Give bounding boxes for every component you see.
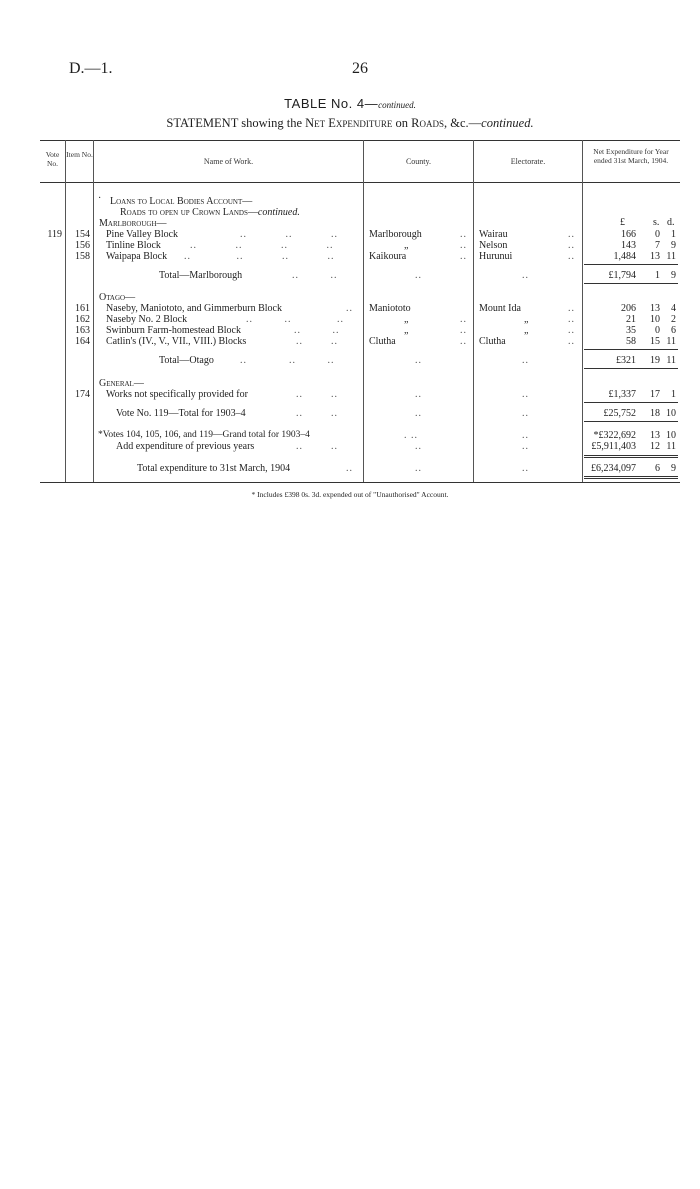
work-name: Naseby No. 2 Block bbox=[106, 314, 188, 325]
column-divider-name bbox=[363, 140, 364, 482]
leader-dots: .. bbox=[346, 303, 353, 314]
leader-dots: .. bbox=[568, 336, 575, 347]
amount-shillings: 0 bbox=[655, 325, 660, 336]
county-ditto: „ bbox=[404, 240, 409, 251]
footnote: * Includes £398 0s. 3d. expended out of "Unauthorised" Account. bbox=[251, 490, 449, 499]
page-reference: D.—1. bbox=[69, 60, 113, 77]
statement-mid: on bbox=[395, 116, 409, 130]
section-roads-continued: continued. bbox=[257, 207, 300, 218]
header-county: County. bbox=[405, 157, 432, 166]
amount-pence: 1 bbox=[671, 389, 676, 400]
statement-roads: Roads, bbox=[411, 116, 448, 130]
amount-shillings: 0 bbox=[655, 229, 660, 240]
leader-dots: .. bbox=[460, 325, 467, 336]
leader-dots: .. bbox=[346, 463, 353, 474]
leader-dots: .. bbox=[415, 355, 422, 366]
vote-number: 119 bbox=[47, 229, 62, 240]
leader-dots: .. bbox=[415, 389, 422, 400]
header-vote: Vote No. bbox=[45, 150, 60, 168]
column-divider-electorate bbox=[582, 140, 583, 482]
table-title-continued: continued. bbox=[378, 100, 416, 110]
amount-pounds: £5,911,403 bbox=[591, 441, 636, 452]
amount-pounds: £1,337 bbox=[608, 389, 636, 400]
item-number: 161 bbox=[75, 303, 90, 314]
leader-dots: .. bbox=[415, 463, 422, 474]
vote-total-label: Vote No. 119—Total for 1903–4 bbox=[116, 408, 246, 419]
county-value: Maniototo bbox=[369, 303, 411, 314]
section-marlborough: Marlborough— bbox=[99, 218, 167, 229]
amount-pence: 9 bbox=[671, 270, 676, 281]
section-otago: Otago— bbox=[99, 292, 136, 303]
electorate-value: Clutha bbox=[479, 336, 506, 347]
total-rule bbox=[584, 478, 678, 479]
amount-shillings: 15 bbox=[650, 336, 660, 347]
amount-shillings: 1 bbox=[655, 270, 660, 281]
county-value: Kaikoura bbox=[369, 251, 407, 262]
header-electorate: Electorate. bbox=[510, 157, 546, 166]
leader-dots: .. .. bbox=[296, 408, 338, 419]
table-top-rule bbox=[40, 140, 680, 141]
statement-heading bbox=[0, 116, 700, 131]
electorate-value: Nelson bbox=[479, 240, 508, 251]
column-divider-item bbox=[93, 140, 94, 482]
leader-dots: .. bbox=[460, 240, 467, 251]
item-number: 174 bbox=[75, 389, 90, 400]
item-number: 158 bbox=[75, 251, 90, 262]
leader-dots: .. bbox=[522, 408, 529, 419]
subtotal-rule bbox=[584, 421, 678, 422]
electorate-value: Wairau bbox=[479, 229, 508, 240]
leader-dots: .. .. bbox=[296, 389, 338, 400]
bullet-mark: · bbox=[98, 193, 102, 204]
amount-pounds: *£322,692 bbox=[593, 430, 636, 441]
item-number: 156 bbox=[75, 240, 90, 251]
amount-pounds: 143 bbox=[621, 240, 636, 251]
leader-dots: .. .. .. .. bbox=[190, 240, 334, 251]
item-number: 162 bbox=[75, 314, 90, 325]
subtotal-rule bbox=[584, 455, 678, 456]
amount-shillings: 10 bbox=[650, 314, 660, 325]
leader-dots: .. bbox=[568, 325, 575, 336]
subtotal-rule bbox=[584, 457, 678, 458]
amount-pence: 11 bbox=[666, 251, 676, 262]
amount-pence: 1 bbox=[671, 229, 676, 240]
grand-total-label: *Votes 104, 105, 106, and 119—Grand total for 1903–4 bbox=[98, 430, 310, 440]
leader-dots: .. .. bbox=[292, 270, 338, 281]
leader-dots: .. bbox=[522, 355, 529, 366]
leader-dots: .. .. .. bbox=[240, 355, 335, 366]
statement-post: &c.— bbox=[450, 116, 482, 130]
amount-pence: 2 bbox=[671, 314, 676, 325]
leader-dots: .. .. bbox=[294, 325, 340, 336]
work-name: Catlin's (IV., V., VII., VIII.) Blocks bbox=[106, 336, 247, 347]
item-number: 164 bbox=[75, 336, 90, 347]
amount-pounds: 206 bbox=[621, 303, 636, 314]
leader-dots: .. bbox=[568, 229, 575, 240]
amount-shillings: 12 bbox=[650, 441, 660, 452]
electorate-value: Mount Ida bbox=[479, 303, 521, 314]
leader-dots: .. bbox=[460, 229, 467, 240]
leader-dots: .. bbox=[568, 240, 575, 251]
leader-dots: .. .. .. bbox=[246, 314, 344, 325]
leader-dots: .. .. .. bbox=[240, 229, 338, 240]
amount-pounds: 1,484 bbox=[613, 251, 636, 262]
header-bottom-rule bbox=[40, 182, 680, 183]
statement-continued: continued. bbox=[481, 116, 534, 130]
leader-dots: .. bbox=[415, 441, 422, 452]
amount-shillings: 19 bbox=[650, 355, 660, 366]
leader-dots: .. .. .. .. bbox=[184, 251, 335, 262]
section-general: General— bbox=[99, 378, 144, 389]
total-otago-label: Total—Otago bbox=[159, 355, 214, 366]
amount-pence: 6 bbox=[671, 325, 676, 336]
statement-net-expenditure: Net Expenditure bbox=[305, 116, 393, 130]
header-net-expenditure: Net Expenditure for Year ended 31st March, 1904. bbox=[593, 147, 669, 165]
amount-pence: 9 bbox=[671, 463, 676, 474]
leader-dots: .. bbox=[568, 314, 575, 325]
leader-dots: .. bbox=[460, 336, 467, 347]
leader-dots: .. bbox=[460, 251, 467, 262]
header-name: Name of Work. bbox=[203, 157, 254, 166]
amount-pence: 9 bbox=[671, 240, 676, 251]
subtotal-rule bbox=[584, 368, 678, 369]
currency-shillings: s. bbox=[653, 217, 660, 228]
column-divider-county bbox=[473, 140, 474, 482]
amount-pence: 11 bbox=[666, 336, 676, 347]
county-ditto: „ bbox=[404, 314, 409, 325]
amount-pence: 11 bbox=[666, 355, 676, 366]
amount-pounds: £1,794 bbox=[608, 270, 636, 281]
table-bottom-rule bbox=[40, 482, 680, 483]
electorate-ditto: „ bbox=[524, 325, 529, 336]
leader-dots: .. bbox=[522, 441, 529, 452]
amount-pounds: 166 bbox=[621, 229, 636, 240]
item-number: 163 bbox=[75, 325, 90, 336]
total-rule bbox=[584, 476, 678, 477]
subtotal-rule bbox=[584, 349, 678, 350]
subtotal-rule bbox=[584, 402, 678, 403]
section-roads bbox=[120, 207, 300, 218]
total-expenditure-label: Total expenditure to 31st March, 1904 bbox=[137, 463, 291, 474]
county-ditto: „ bbox=[404, 325, 409, 336]
amount-pounds: 21 bbox=[626, 314, 636, 325]
amount-shillings: 13 bbox=[650, 430, 660, 441]
amount-pounds: 35 bbox=[626, 325, 636, 336]
subtotal-rule bbox=[584, 264, 678, 265]
amount-shillings: 17 bbox=[650, 389, 660, 400]
header-item: Item No. bbox=[66, 150, 93, 159]
amount-pence: 10 bbox=[666, 408, 676, 419]
table-title: TABLE No. 4—continued. bbox=[284, 96, 416, 111]
leader-dots: .. bbox=[415, 270, 422, 281]
leader-dots: .. bbox=[522, 270, 529, 281]
section-account: Loans to Local Bodies Account— bbox=[110, 196, 253, 207]
table-title-text: TABLE No. 4 bbox=[284, 96, 365, 111]
amount-pounds: £25,752 bbox=[603, 408, 636, 419]
work-name: Swinburn Farm-homestead Block bbox=[106, 325, 241, 336]
work-name: Pine Valley Block bbox=[106, 229, 179, 240]
electorate-value: Hurunui bbox=[479, 251, 513, 262]
amount-shillings: 13 bbox=[650, 303, 660, 314]
leader-dots: .. bbox=[460, 314, 467, 325]
work-name: Tinline Block bbox=[106, 240, 161, 251]
county-value: Clutha bbox=[369, 336, 396, 347]
amount-pounds: 58 bbox=[626, 336, 636, 347]
work-name: Works not specifically provided for bbox=[106, 389, 248, 400]
subtotal-rule bbox=[584, 283, 678, 284]
currency-pound: £ bbox=[620, 217, 625, 228]
amount-shillings: 6 bbox=[655, 463, 660, 474]
page-number: 26 bbox=[352, 60, 368, 77]
amount-shillings: 13 bbox=[650, 251, 660, 262]
amount-pence: 10 bbox=[666, 430, 676, 441]
item-number: 154 bbox=[75, 229, 90, 240]
currency-pence: d. bbox=[667, 217, 675, 228]
amount-pence: 11 bbox=[666, 441, 676, 452]
amount-pence: 4 bbox=[671, 303, 676, 314]
leader-dots: .. .. bbox=[296, 336, 338, 347]
section-roads-text: Roads to open up Crown Lands— bbox=[120, 207, 258, 218]
statement-pre: STATEMENT showing the bbox=[166, 116, 302, 130]
work-name: Naseby, Maniototo, and Gimmerburn Block bbox=[106, 303, 282, 314]
amount-shillings: 7 bbox=[655, 240, 660, 251]
leader-dots: . .. bbox=[404, 430, 418, 441]
county-value: Marlborough bbox=[369, 229, 422, 240]
leader-dots: .. bbox=[568, 303, 575, 314]
leader-dots: .. bbox=[522, 463, 529, 474]
amount-shillings: 18 bbox=[650, 408, 660, 419]
amount-pounds: £321 bbox=[616, 355, 636, 366]
leader-dots: .. bbox=[415, 408, 422, 419]
previous-years-label: Add expenditure of previous years bbox=[116, 441, 255, 452]
total-marlborough-label: Total—Marlborough bbox=[159, 270, 243, 281]
amount-pounds: £6,234,097 bbox=[591, 463, 636, 474]
leader-dots: .. bbox=[522, 389, 529, 400]
leader-dots: .. .. bbox=[296, 441, 338, 452]
leader-dots: .. bbox=[522, 430, 529, 441]
electorate-ditto: „ bbox=[524, 314, 529, 325]
leader-dots: .. bbox=[568, 251, 575, 262]
work-name: Waipapa Block bbox=[106, 251, 168, 262]
